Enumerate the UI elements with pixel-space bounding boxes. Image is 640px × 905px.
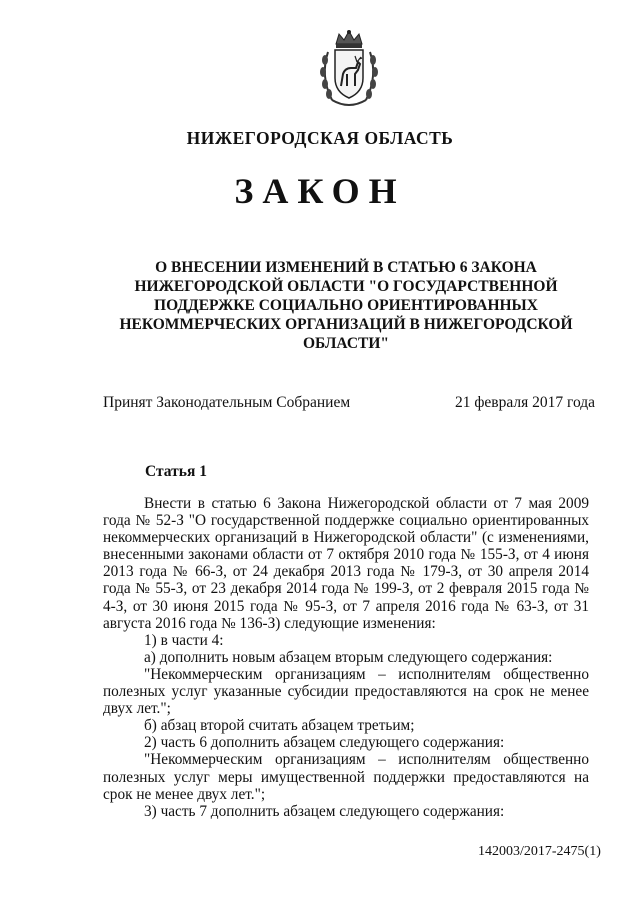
- paragraph: а) дополнить новым абзацем вторым следующего содержания:: [144, 648, 553, 666]
- law-title-line: ОБЛАСТИ": [302, 335, 390, 352]
- adopted-by: Принят Законодательным Собранием: [103, 394, 351, 411]
- adoption-date: 21 февраля 2017 года: [455, 394, 596, 411]
- law-title-line: ПОДДЕРЖКЕ СОЦИАЛЬНО ОРИЕНТИРОВАННЫХ: [154, 297, 538, 314]
- law-title-line: О ВНЕСЕНИИ ИЗМЕНЕНИЙ В СТАТЬЮ 6 ЗАКОНА: [155, 259, 537, 276]
- paragraph: 2) часть 6 дополнить абзацем следующего содержания:: [144, 734, 505, 752]
- document-number: 142003/2017-2475(1): [478, 844, 601, 859]
- article-body: [103, 495, 589, 820]
- law-title: [96, 258, 596, 353]
- law-title-line: НИЖЕГОРОДСКОЙ ОБЛАСТИ "О ГОСУДАРСТВЕННОЙ: [134, 278, 558, 295]
- paragraph: Внести в статью 6 Закона Нижегородской области от 7 мая 2009 года № 52-З "О государственной поддержке социально ориентированных некоммерческих организаций в Нижегородской области" (с изменениями, внесенными законами области от 7 октября 2010 года № 155-З, от 4 июня 2013 года № 66-З, от 24 декабря 2013 года № 179-З, от 30 апреля 2014 года № 55-З, от 23 декабря 2014 года № 199-З, от 2 февраля 2015 года № 4-З, от 30 июня 2015 года № 95-З, от 7 апреля 2016 года № 63-З, от 31 августа 2016 года № 136-З) следующие изменения:: [103, 495, 589, 632]
- paragraph: "Некоммерческим организациям – исполнителям общественно полезных услуг указанные субсидии предоставляются на срок не менее двух лет.";: [103, 665, 589, 718]
- coat-of-arms-icon: [314, 28, 384, 112]
- document-type: ЗАКОН: [234, 171, 406, 211]
- paragraph: б) абзац второй считать абзацем третьим;: [144, 717, 415, 735]
- paragraph: 3) часть 7 дополнить абзацем следующего содержания:: [144, 802, 505, 820]
- article-heading: Статья 1: [145, 463, 207, 480]
- paragraph: 1) в части 4:: [144, 631, 224, 649]
- region-name: НИЖЕГОРОДСКАЯ ОБЛАСТЬ: [186, 128, 454, 148]
- paragraph: "Некоммерческим организациям – исполнителям общественно полезных услуг меры имущественной поддержки предоставляются на срок не менее двух лет.";: [103, 751, 589, 803]
- law-title-line: НЕКОММЕРЧЕСКИХ ОРГАНИЗАЦИЙ В НИЖЕГОРОДСКОЙ: [119, 316, 573, 333]
